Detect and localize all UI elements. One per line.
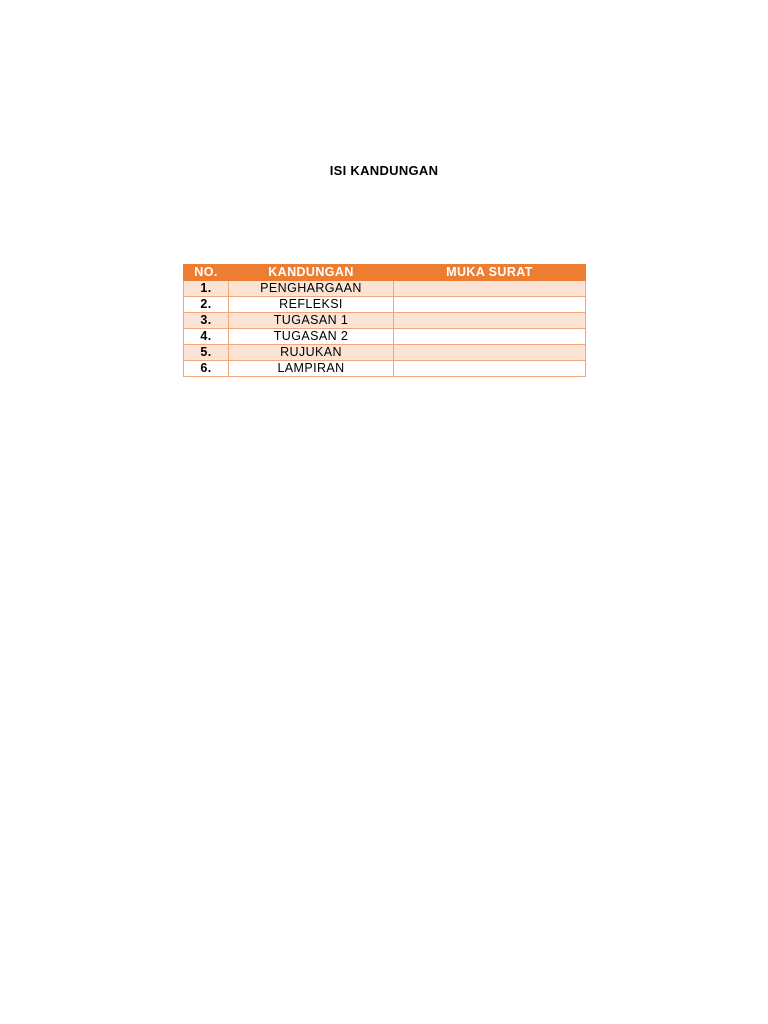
row-number: 3. [184,313,229,329]
row-content: LAMPIRAN [229,361,394,377]
table-row [184,345,586,361]
row-page [394,329,586,345]
table-row [184,329,586,345]
table-body [184,281,586,377]
table-of-contents [183,264,586,377]
header-row [184,265,586,281]
header-content: KANDUNGAN [229,265,394,281]
row-content: TUGASAN 1 [229,313,394,329]
page-title: ISI KANDUNGAN [329,163,439,178]
row-content: REFLEKSI [229,297,394,313]
row-number: 5. [184,345,229,361]
row-number: 2. [184,297,229,313]
header-no: NO. [184,265,229,281]
row-page [394,281,586,297]
row-page [394,313,586,329]
table-row [184,297,586,313]
row-content: TUGASAN 2 [229,329,394,345]
row-page [394,361,586,377]
row-content: PENGHARGAAN [229,281,394,297]
row-number: 1. [184,281,229,297]
row-number: 6. [184,361,229,377]
table-row [184,281,586,297]
row-page [394,297,586,313]
table-row [184,313,586,329]
header-page: MUKA SURAT [394,265,586,281]
row-content: RUJUKAN [229,345,394,361]
table-row [184,361,586,377]
table-header [184,265,586,281]
row-page [394,345,586,361]
row-number: 4. [184,329,229,345]
